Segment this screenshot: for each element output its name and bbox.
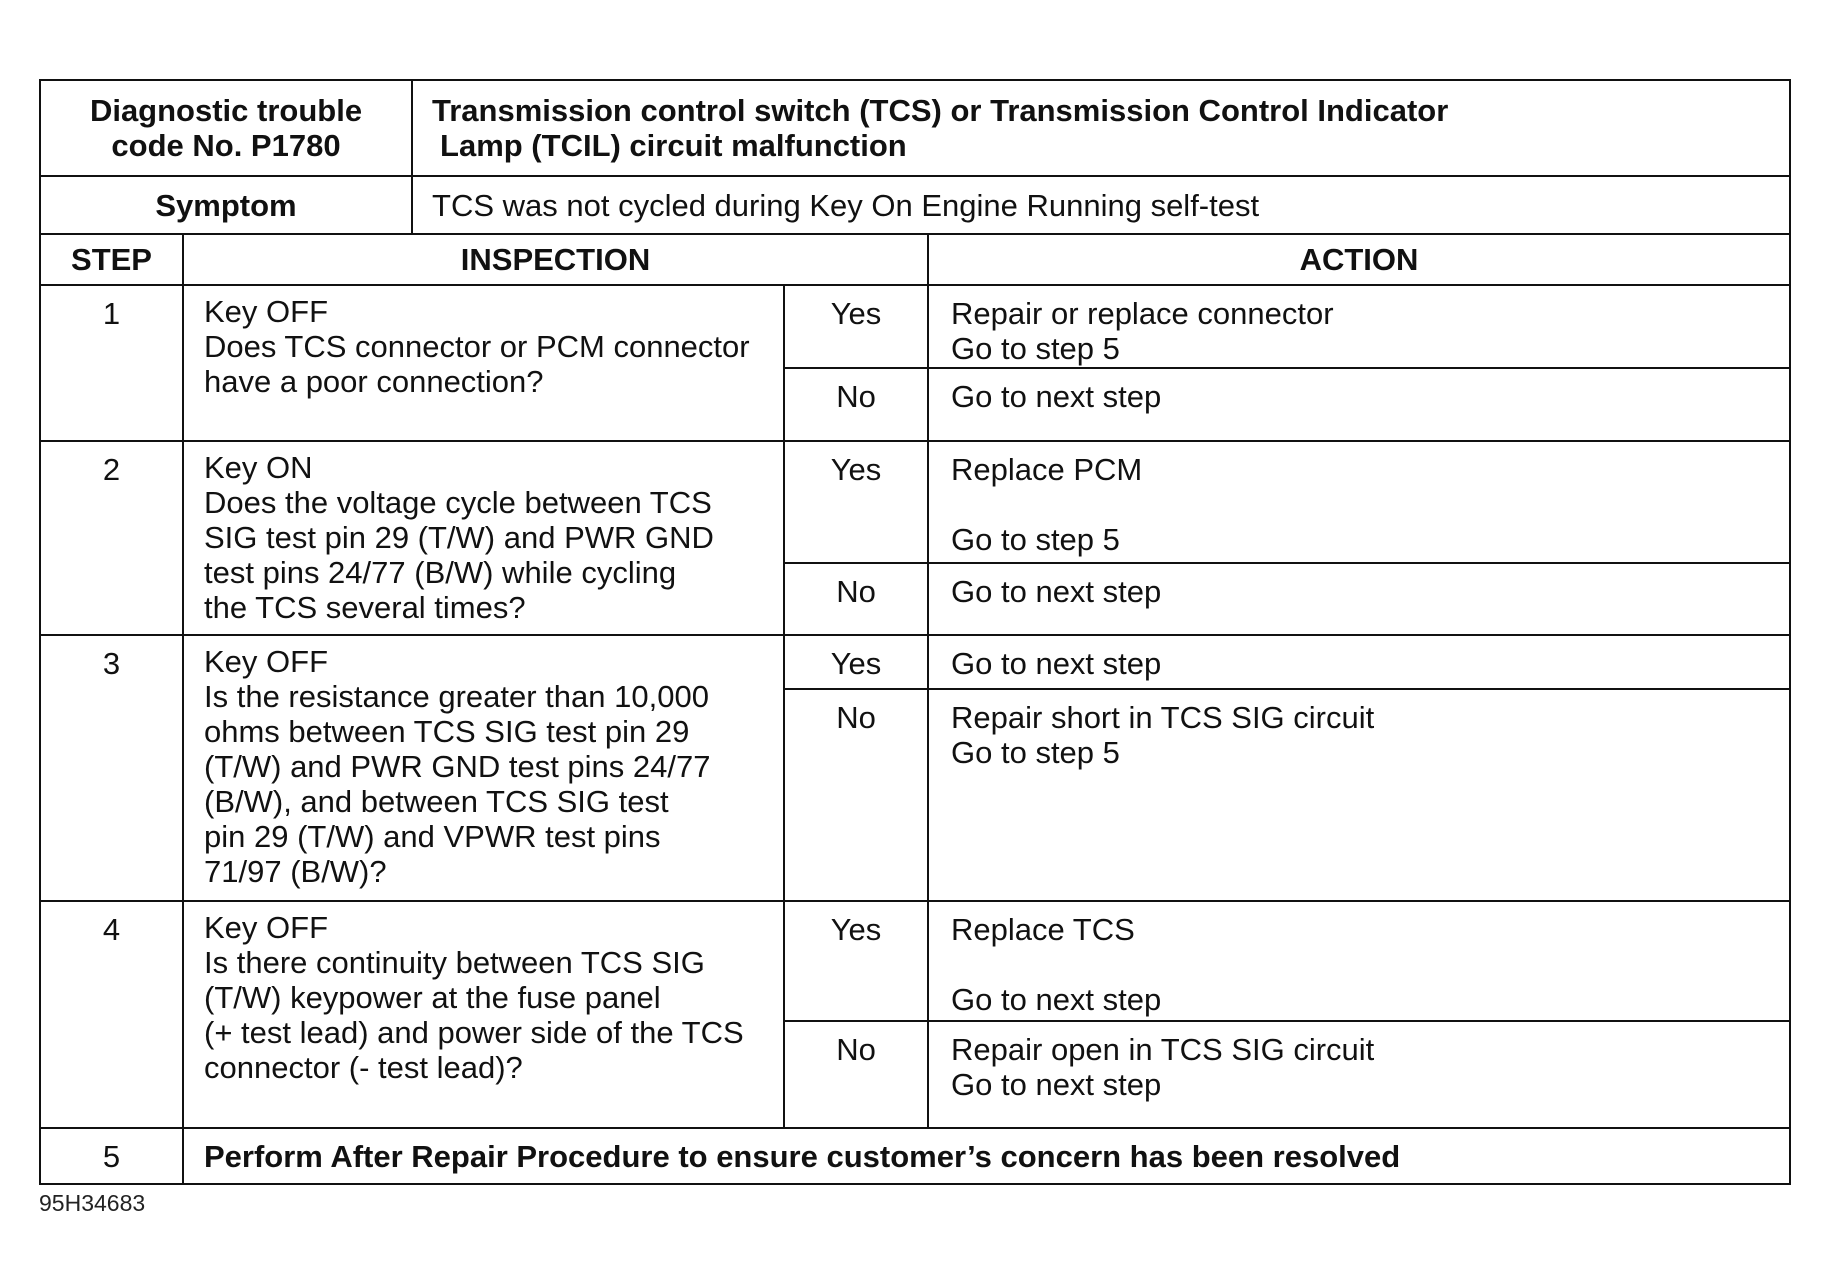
action-line: Go to next step bbox=[951, 379, 1162, 414]
header-row bbox=[40, 80, 1790, 176]
action-spacer bbox=[951, 487, 1767, 522]
step-5-instruction: Perform After Repair Procedure to ensure customer’s concern has been resolved bbox=[183, 1128, 1790, 1184]
dtc-title-line1: Transmission control switch (TCS) or Transmission Control Indicator bbox=[432, 93, 1449, 128]
inspection-line: Does TCS connector or PCM connector bbox=[204, 329, 750, 364]
step-2-no-action bbox=[928, 563, 1790, 635]
step-1-no-label: No bbox=[784, 368, 928, 441]
step-1-inspection bbox=[183, 285, 784, 441]
step-4-yes-action bbox=[928, 901, 1790, 1021]
inspection-line: SIG test pin 29 (T/W) and PWR GND bbox=[204, 520, 714, 555]
action-line: Replace TCS bbox=[951, 912, 1135, 947]
step-1-number: 1 bbox=[40, 285, 183, 441]
action-line: Repair or replace connector bbox=[951, 296, 1334, 331]
dtc-label-cell bbox=[40, 80, 412, 176]
inspection-line: Is there continuity between TCS SIG bbox=[204, 945, 705, 980]
action-line: Go to step 5 bbox=[951, 735, 1120, 770]
step-4-yes-label: Yes bbox=[784, 901, 928, 1021]
inspection-line: (T/W) and PWR GND test pins 24/77 bbox=[204, 749, 711, 784]
dtc-label-line1: Diagnostic trouble bbox=[89, 93, 363, 128]
dtc-label-line2: code No. P1780 bbox=[111, 128, 341, 163]
step-1-no-action bbox=[928, 368, 1790, 441]
action-line: Go to step 5 bbox=[951, 522, 1120, 557]
step-3-yes-action bbox=[928, 635, 1790, 689]
step-2-no-label: No bbox=[784, 563, 928, 635]
symptom-text: TCS was not cycled during Key On Engine Running self-test bbox=[412, 176, 1790, 234]
action-line: Replace PCM bbox=[951, 452, 1143, 487]
action-spacer bbox=[951, 947, 1767, 982]
inspection-line: the TCS several times? bbox=[204, 590, 526, 625]
dtc-title-line2: Lamp (TCIL) circuit malfunction bbox=[440, 128, 907, 163]
action-line: Repair open in TCS SIG circuit bbox=[951, 1032, 1375, 1067]
step-4-no-action bbox=[928, 1021, 1790, 1128]
step-1-yes-row bbox=[40, 285, 1790, 368]
inspection-column-header: INSPECTION bbox=[183, 234, 928, 285]
step-4-no-label: No bbox=[784, 1021, 928, 1128]
step-5-number: 5 bbox=[40, 1128, 183, 1184]
inspection-line: Key OFF bbox=[204, 910, 329, 945]
inspection-line: (T/W) keypower at the fuse panel bbox=[204, 980, 661, 1015]
step-2-yes-action bbox=[928, 441, 1790, 563]
step-3-no-label: No bbox=[784, 689, 928, 901]
inspection-line: pin 29 (T/W) and VPWR test pins bbox=[204, 819, 661, 854]
inspection-line: Key OFF bbox=[204, 644, 329, 679]
inspection-line: 71/97 (B/W)? bbox=[204, 854, 387, 889]
step-3-no-action bbox=[928, 689, 1790, 901]
step-1-yes-action bbox=[928, 285, 1790, 368]
diagnostic-table bbox=[39, 79, 1791, 1185]
action-column-header: ACTION bbox=[928, 234, 1790, 285]
step-2-yes-label: Yes bbox=[784, 441, 928, 563]
action-line: Go to next step bbox=[951, 1067, 1162, 1102]
inspection-line: Key OFF bbox=[204, 294, 329, 329]
step-4-yes-row bbox=[40, 901, 1790, 1021]
action-line: Go to step 5 bbox=[951, 331, 1120, 366]
inspection-line: have a poor connection? bbox=[204, 364, 544, 399]
figure-id: 95H34683 bbox=[39, 1190, 146, 1216]
symptom-label: Symptom bbox=[40, 176, 412, 234]
step-4-inspection bbox=[183, 901, 784, 1128]
step-5-row bbox=[40, 1128, 1790, 1184]
action-line: Go to next step bbox=[951, 646, 1162, 681]
symptom-row bbox=[40, 176, 1790, 234]
dtc-title-cell bbox=[412, 80, 1790, 176]
action-line: Go to next step bbox=[951, 574, 1162, 609]
step-4-number: 4 bbox=[40, 901, 183, 1128]
step-2-inspection bbox=[183, 441, 784, 635]
step-column-header: STEP bbox=[40, 234, 183, 285]
diagnostic-document bbox=[39, 79, 1789, 1185]
step-2-number: 2 bbox=[40, 441, 183, 635]
step-1-yes-label: Yes bbox=[784, 285, 928, 368]
action-line: Repair short in TCS SIG circuit bbox=[951, 700, 1375, 735]
inspection-line: Is the resistance greater than 10,000 bbox=[204, 679, 709, 714]
step-3-inspection bbox=[183, 635, 784, 901]
step-3-yes-label: Yes bbox=[784, 635, 928, 689]
inspection-line: Does the voltage cycle between TCS bbox=[204, 485, 712, 520]
inspection-line: Key ON bbox=[204, 450, 313, 485]
step-3-yes-row bbox=[40, 635, 1790, 689]
step-2-yes-row bbox=[40, 441, 1790, 563]
action-line: Go to next step bbox=[951, 982, 1162, 1017]
inspection-line: ohms between TCS SIG test pin 29 bbox=[204, 714, 690, 749]
inspection-line: (B/W), and between TCS SIG test bbox=[204, 784, 669, 819]
inspection-line: connector (- test lead)? bbox=[204, 1050, 523, 1085]
inspection-line: (+ test lead) and power side of the TCS bbox=[204, 1015, 744, 1050]
column-header-row bbox=[40, 234, 1790, 285]
step-3-number: 3 bbox=[40, 635, 183, 901]
inspection-line: test pins 24/77 (B/W) while cycling bbox=[204, 555, 677, 590]
